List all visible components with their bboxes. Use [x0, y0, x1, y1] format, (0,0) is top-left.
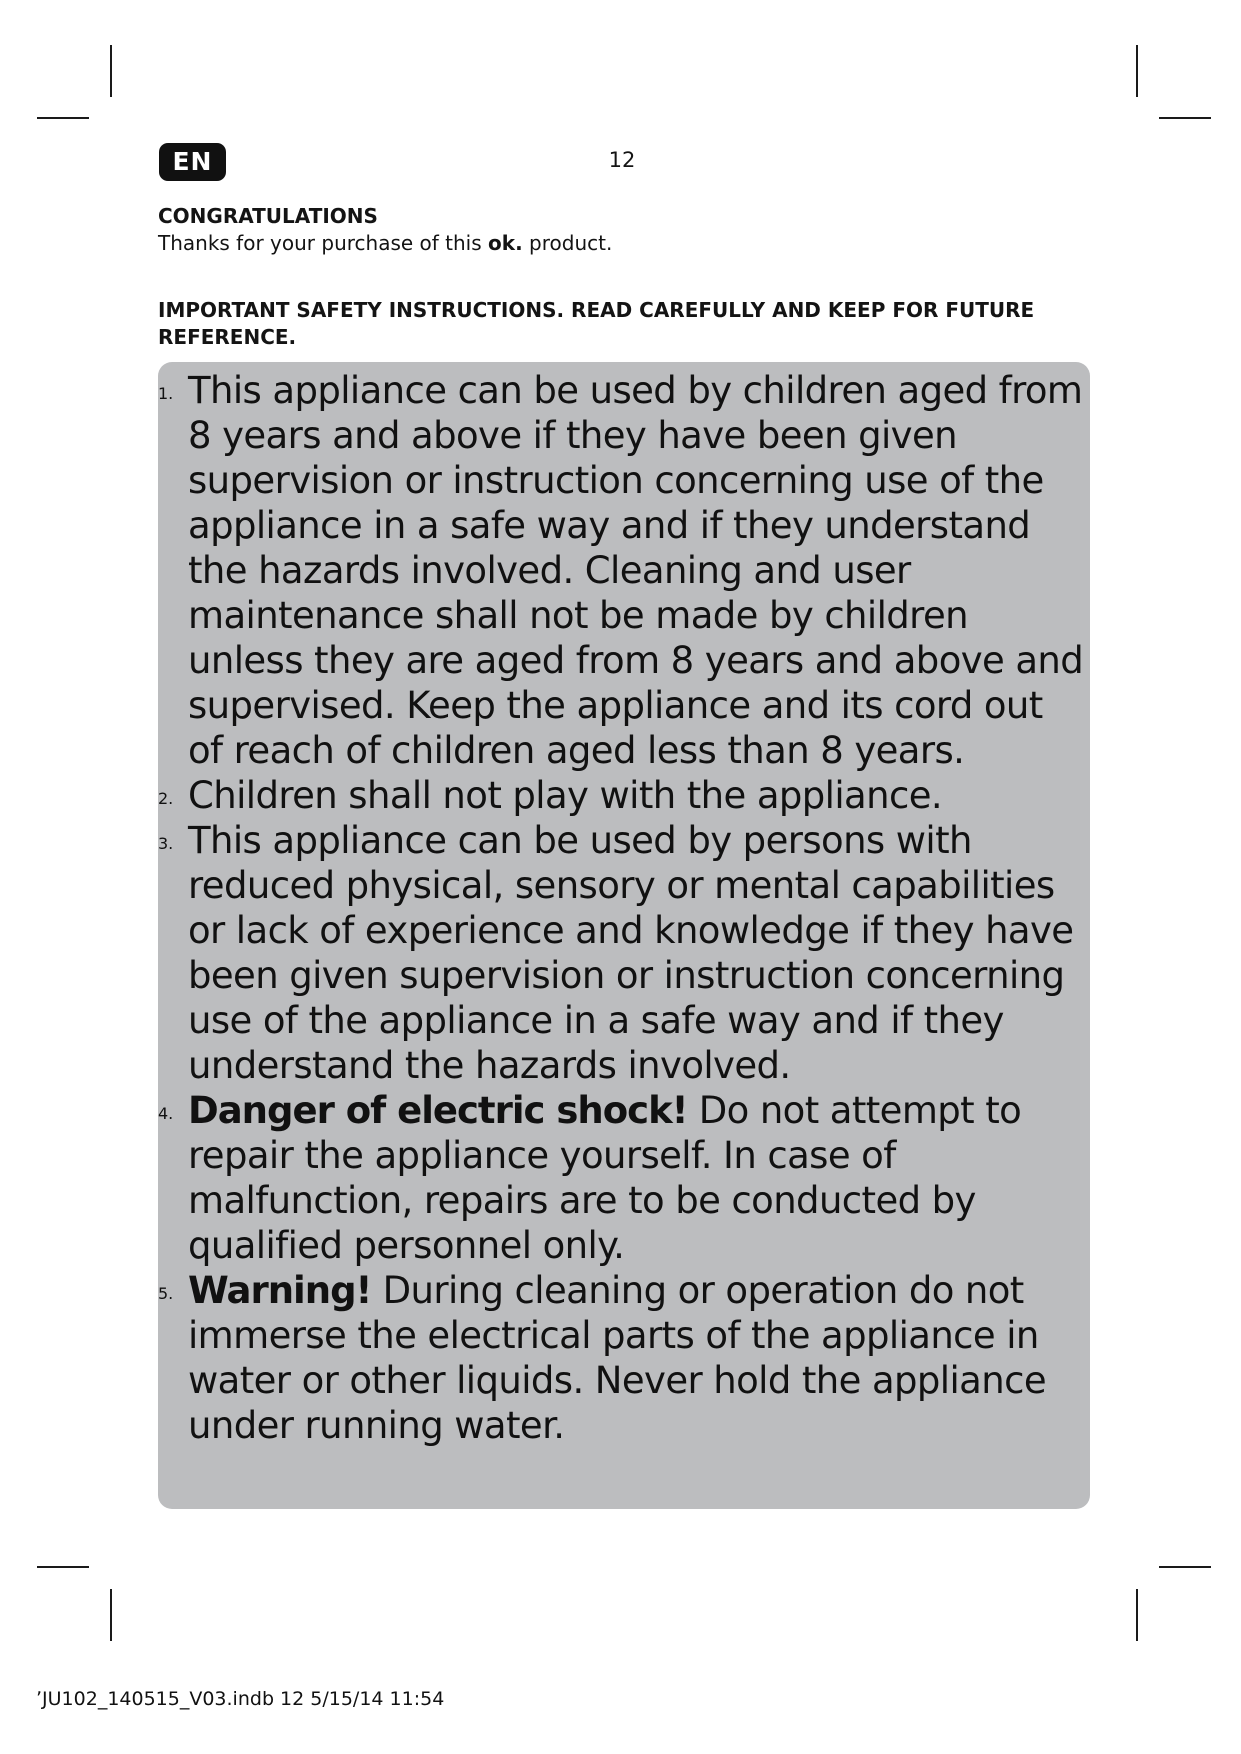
congratulations-heading: CONGRATULATIONS — [158, 204, 378, 228]
print-file-info: ʼJU102_140515_V03.indb 12 5/15/14 11:54 — [36, 1688, 445, 1710]
crop-mark-top-left-horizontal — [37, 117, 89, 119]
language-badge: EN — [159, 143, 226, 181]
thanks-text-end: product. — [522, 231, 613, 255]
crop-mark-top-right-vertical — [1136, 45, 1138, 97]
thanks-text: Thanks for your purchase of this — [158, 231, 489, 255]
instruction-text: Children shall not play with the appliance. — [188, 774, 943, 817]
instruction-number: 4. — [158, 1104, 174, 1123]
crop-mark-bottom-left-horizontal — [37, 1566, 89, 1568]
instruction-item-3 — [158, 818, 1090, 1088]
thanks-line — [158, 231, 612, 255]
safety-instructions-box — [158, 362, 1090, 1509]
instruction-text: This appliance can be used by persons with reduced physical, sensory or mental capabilities or lack of experience and knowledge if they have been given supervision or instruction concerning use of the appliance in a safe way and if they understand the hazards involved. — [188, 819, 1074, 1087]
crop-mark-bottom-right-horizontal — [1159, 1566, 1211, 1568]
electric-shock-warning: Danger of electric shock! — [188, 1089, 688, 1132]
crop-mark-top-left-vertical — [110, 45, 112, 97]
crop-mark-bottom-left-vertical — [110, 1589, 112, 1641]
instruction-number: 3. — [158, 834, 174, 853]
warning-label: Warning! — [188, 1269, 372, 1312]
instruction-text: Do not attempt to repair the appliance yourself. In case of malfunction, repairs are to be conducted by qualified personnel only. — [188, 1089, 1022, 1267]
page-number: 12 — [608, 148, 636, 172]
instruction-number: 5. — [158, 1284, 174, 1303]
crop-mark-bottom-right-vertical — [1136, 1589, 1138, 1641]
crop-mark-top-right-horizontal — [1159, 117, 1211, 119]
instruction-text: This appliance can be used by children aged from 8 years and above if they have been given supervision or instruction concerning use of the appliance in a safe way and if they understand the hazards involved. Cleaning and user maintenance shall not be made by children unless they are aged from 8 years and above and supervised. Keep the appliance and its cord out of reach of children aged less than 8 years. — [188, 369, 1084, 772]
safety-instructions-heading: IMPORTANT SAFETY INSTRUCTIONS. READ CAREFULLY AND KEEP FOR FUTURE REFERENCE. — [158, 298, 1035, 349]
instruction-text: During cleaning or operation do not immerse the electrical parts of the appliance in water or other liquids. Never hold the appliance under running water. — [188, 1269, 1046, 1447]
brand-name: ok. — [488, 231, 523, 255]
instruction-item-5 — [158, 1268, 1090, 1448]
instruction-item-4 — [158, 1088, 1090, 1268]
instruction-item-2 — [158, 773, 1090, 818]
instruction-number: 1. — [158, 384, 174, 403]
instruction-item-1 — [158, 368, 1090, 773]
safety-instructions-list — [158, 368, 1090, 1448]
instruction-number: 2. — [158, 789, 174, 808]
